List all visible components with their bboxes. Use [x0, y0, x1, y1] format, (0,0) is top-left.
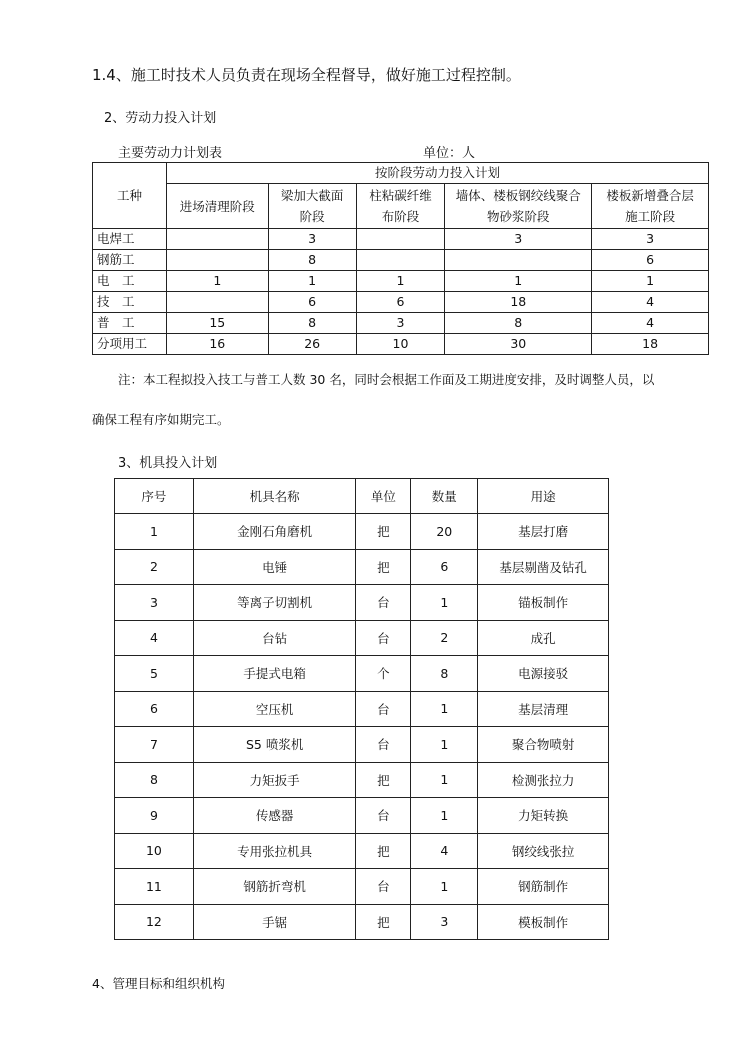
equipment-cell: 钢筋折弯机 — [193, 869, 356, 905]
stage-header — [445, 184, 592, 229]
stage-header-line: 墙体、楼板钢绞线聚合 — [455, 188, 581, 203]
equipment-cell: 检测张拉力 — [478, 762, 609, 798]
labor-row — [93, 334, 709, 355]
equipment-cell: 5 — [115, 656, 194, 692]
equipment-cell: 台钻 — [193, 620, 356, 656]
stage-header — [166, 184, 268, 229]
equipment-row — [115, 585, 609, 621]
equipment-cell: 电源接驳 — [478, 656, 609, 692]
equipment-cell: 20 — [411, 514, 478, 550]
equipment-cell: 金刚石角磨机 — [193, 514, 356, 550]
labor-count: 4 — [592, 313, 709, 334]
equipment-cell: 1 — [411, 727, 478, 763]
labor-count — [166, 250, 268, 271]
labor-count: 1 — [592, 271, 709, 292]
trade-name: 分项用工 — [93, 334, 167, 355]
equipment-cell: 6 — [115, 691, 194, 727]
equipment-row — [115, 798, 609, 834]
labor-count: 26 — [268, 334, 356, 355]
labor-count — [356, 229, 445, 250]
equipment-cell: 等离子切割机 — [193, 585, 356, 621]
equipment-cell: 传感器 — [193, 798, 356, 834]
equipment-row — [115, 727, 609, 763]
equipment-cell: 4 — [115, 620, 194, 656]
labor-count: 3 — [445, 229, 592, 250]
equipment-cell: 3 — [115, 585, 194, 621]
equipment-cell: 基层剔凿及钻孔 — [478, 549, 609, 585]
labor-count: 18 — [445, 292, 592, 313]
equipment-cell: 3 — [411, 904, 478, 940]
labor-table-unit: 单位：人 — [423, 146, 476, 161]
equipment-column-header: 用途 — [478, 479, 609, 514]
equipment-cell: 把 — [356, 549, 411, 585]
equipment-cell: 1 — [411, 798, 478, 834]
equipment-row — [115, 833, 609, 869]
labor-count: 6 — [356, 292, 445, 313]
trade-name: 电焊工 — [93, 229, 167, 250]
section-3-heading: 3、机具投入计划 — [118, 456, 218, 471]
equipment-cell: 钢筋制作 — [478, 869, 609, 905]
equipment-cell: 4 — [411, 833, 478, 869]
labor-count: 8 — [445, 313, 592, 334]
trade-name: 电 工 — [93, 271, 167, 292]
labor-count — [166, 292, 268, 313]
equipment-row — [115, 762, 609, 798]
equipment-cell: 把 — [356, 514, 411, 550]
equipment-cell: 台 — [356, 869, 411, 905]
equipment-column-header: 数量 — [411, 479, 478, 514]
stage-header-line: 柱粘碳纤维 — [369, 188, 432, 203]
stage-header-line: 阶段 — [299, 209, 325, 224]
equipment-cell: 把 — [356, 833, 411, 869]
equipment-cell: 锚板制作 — [478, 585, 609, 621]
equipment-cell: 1 — [411, 691, 478, 727]
equipment-row — [115, 549, 609, 585]
equipment-cell: 专用张拉机具 — [193, 833, 356, 869]
labor-row — [93, 250, 709, 271]
labor-count: 6 — [268, 292, 356, 313]
labor-count: 10 — [356, 334, 445, 355]
labor-count: 1 — [445, 271, 592, 292]
trade-header: 工种 — [93, 163, 167, 229]
stage-header-line: 施工阶段 — [625, 209, 676, 224]
stage-header-line: 布阶段 — [381, 209, 420, 224]
equipment-cell: 模板制作 — [478, 904, 609, 940]
labor-count: 16 — [166, 334, 268, 355]
equipment-cell: 力矩转换 — [478, 798, 609, 834]
equipment-cell: 台 — [356, 798, 411, 834]
labor-count: 18 — [592, 334, 709, 355]
labor-count: 30 — [445, 334, 592, 355]
labor-row — [93, 313, 709, 334]
equipment-cell: 基层清理 — [478, 691, 609, 727]
labor-count: 1 — [356, 271, 445, 292]
equipment-cell: 1 — [411, 869, 478, 905]
labor-count: 8 — [268, 250, 356, 271]
labor-count: 8 — [268, 313, 356, 334]
trade-name: 钢筋工 — [93, 250, 167, 271]
equipment-cell: 聚合物喷射 — [478, 727, 609, 763]
stage-header — [592, 184, 709, 229]
equipment-cell: 8 — [411, 656, 478, 692]
labor-count — [356, 250, 445, 271]
equipment-cell: 成孔 — [478, 620, 609, 656]
equipment-cell: S5 喷浆机 — [193, 727, 356, 763]
labor-row — [93, 271, 709, 292]
stage-group-header: 按阶段劳动力投入计划 — [166, 163, 708, 184]
equipment-cell: 2 — [115, 549, 194, 585]
labor-row — [93, 229, 709, 250]
equipment-cell: 手提式电箱 — [193, 656, 356, 692]
equipment-header-row — [115, 479, 609, 514]
labor-count: 6 — [592, 250, 709, 271]
labor-count: 1 — [166, 271, 268, 292]
equipment-row — [115, 656, 609, 692]
equipment-cell: 电锤 — [193, 549, 356, 585]
equipment-row — [115, 691, 609, 727]
equipment-column-header: 单位 — [356, 479, 411, 514]
trade-name: 技 工 — [93, 292, 167, 313]
equipment-cell: 台 — [356, 727, 411, 763]
equipment-cell: 1 — [115, 514, 194, 550]
section-1-4-text: 1.4、施工时技术人员负责在现场全程督导，做好施工过程控制。 — [92, 66, 521, 84]
labor-count: 3 — [268, 229, 356, 250]
labor-plan-table — [92, 162, 709, 355]
equipment-cell: 12 — [115, 904, 194, 940]
equipment-cell: 空压机 — [193, 691, 356, 727]
labor-count: 4 — [592, 292, 709, 313]
stage-header — [356, 184, 445, 229]
trade-name: 普 工 — [93, 313, 167, 334]
section-4-heading: 4、管理目标和组织机构 — [92, 976, 225, 991]
equipment-cell: 1 — [411, 585, 478, 621]
equipment-cell: 把 — [356, 762, 411, 798]
labor-note-line-1: 注：本工程拟投入技工与普工人数 30 名，同时会根据工作面及工期进度安排，及时调整人员，以 — [118, 372, 655, 387]
labor-table-caption: 主要劳动力计划表 — [118, 146, 223, 161]
equipment-cell: 台 — [356, 585, 411, 621]
labor-count: 15 — [166, 313, 268, 334]
equipment-cell: 基层打磨 — [478, 514, 609, 550]
stage-header-line: 梁加大截面 — [280, 188, 344, 203]
stage-header-line: 物砂浆阶段 — [487, 209, 550, 224]
equipment-column-header: 序号 — [115, 479, 194, 514]
equipment-cell: 台 — [356, 620, 411, 656]
equipment-row — [115, 869, 609, 905]
equipment-cell: 11 — [115, 869, 194, 905]
labor-count: 3 — [356, 313, 445, 334]
labor-row — [93, 292, 709, 313]
labor-count: 3 — [592, 229, 709, 250]
equipment-cell: 9 — [115, 798, 194, 834]
equipment-cell: 6 — [411, 549, 478, 585]
equipment-column-header: 机具名称 — [193, 479, 356, 514]
equipment-row — [115, 620, 609, 656]
labor-count: 1 — [268, 271, 356, 292]
equipment-cell: 8 — [115, 762, 194, 798]
stage-header-line: 进场清理阶段 — [179, 198, 255, 214]
section-2-heading: 2、劳动力投入计划 — [104, 111, 217, 126]
equipment-cell: 1 — [411, 762, 478, 798]
labor-note-line-2: 确保工程有序如期完工。 — [92, 412, 230, 427]
equipment-cell: 力矩扳手 — [193, 762, 356, 798]
equipment-cell: 钢绞线张拉 — [478, 833, 609, 869]
stage-header-line: 楼板新增叠合层 — [606, 188, 694, 203]
equipment-row — [115, 514, 609, 550]
equipment-cell: 个 — [356, 656, 411, 692]
equipment-cell: 台 — [356, 691, 411, 727]
equipment-cell: 手锯 — [193, 904, 356, 940]
equipment-cell: 7 — [115, 727, 194, 763]
equipment-plan-table — [114, 478, 609, 940]
stage-header — [268, 184, 356, 229]
equipment-cell: 把 — [356, 904, 411, 940]
equipment-cell: 2 — [411, 620, 478, 656]
equipment-cell: 10 — [115, 833, 194, 869]
labor-count — [166, 229, 268, 250]
labor-count — [445, 250, 592, 271]
equipment-row — [115, 904, 609, 940]
